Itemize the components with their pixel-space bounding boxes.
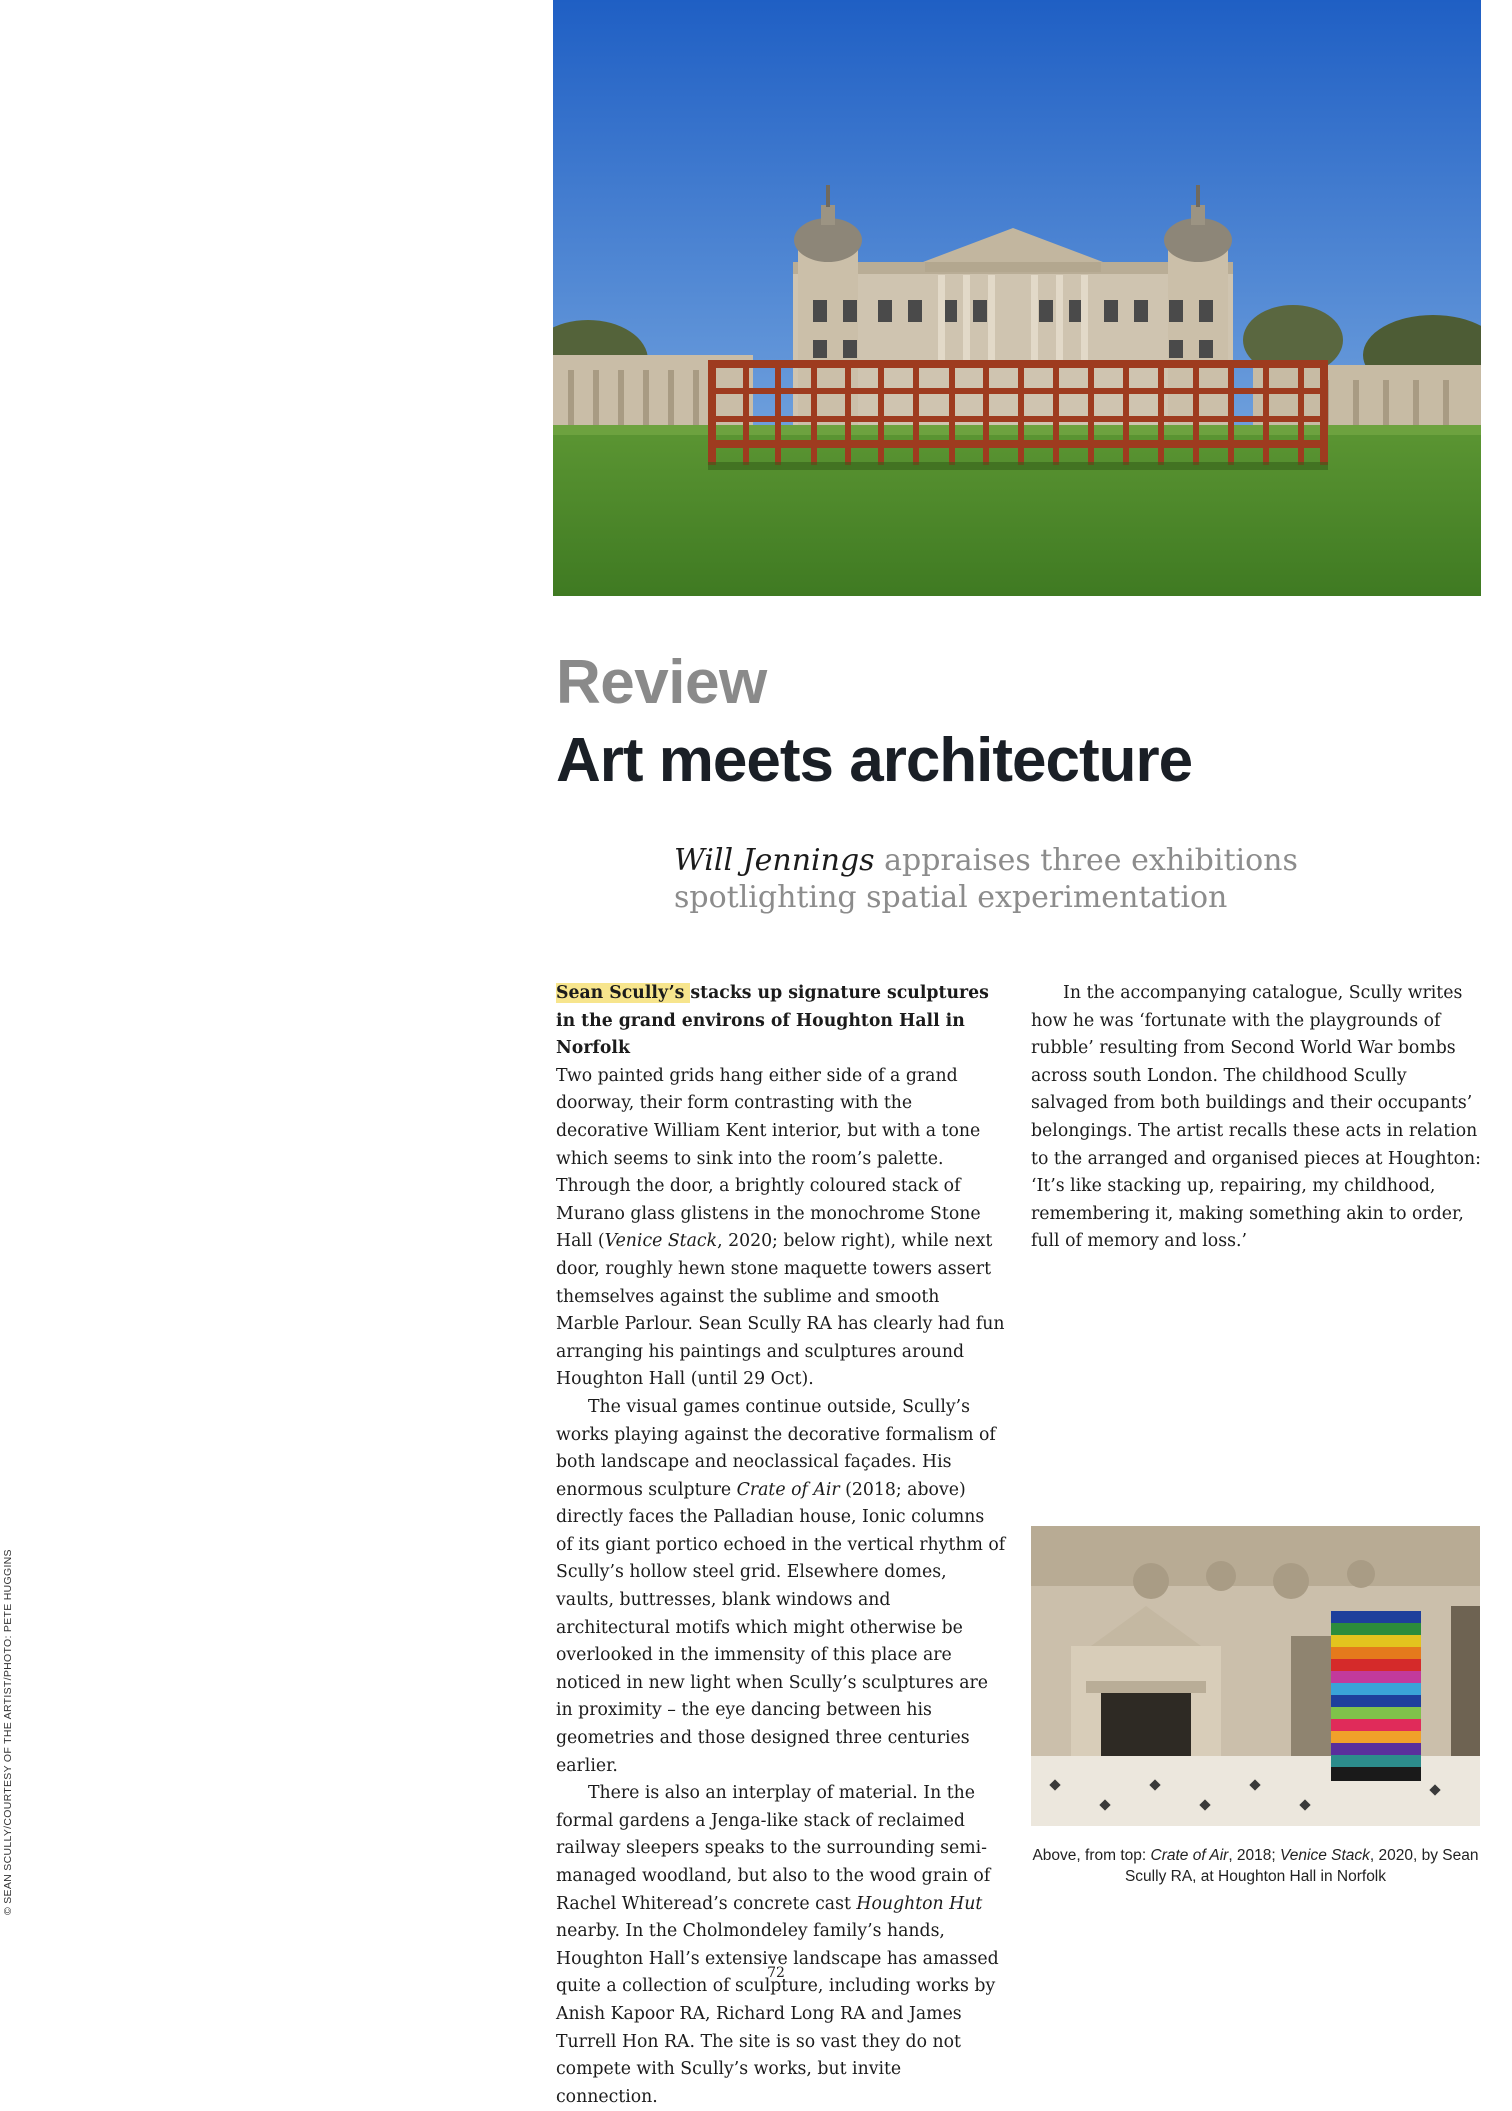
body-paragraph-1 xyxy=(556,1063,1006,1394)
author-name: Will Jennings xyxy=(674,843,875,878)
text-run: , 2020; below right), while next door, roughly hewn stone maquette towers assert themselves against the sublime and smooth Marble Parlour. Sean Scully RA has clearly had fun arranging his paintings and sculptures around Houghton Hall (until 29 Oct). xyxy=(556,1231,1005,1390)
highlighted-text: Sean Scully’s xyxy=(556,983,691,1003)
standfirst xyxy=(674,842,1314,916)
page-number: 72 xyxy=(767,1965,785,1981)
artwork-title: Venice Stack xyxy=(604,1231,718,1252)
caption-text: , 2020, by Sean Scully RA, at Houghton Hall in Norfolk xyxy=(1124,1847,1479,1885)
photo-credit: © SEAN SCULLY/COURTESY OF THE ARTIST/PHOTO: PETE HUGGINS xyxy=(2,1549,14,1915)
intro-paragraph xyxy=(556,980,1006,1063)
intro-text: stacks up signature sculptures in the grand environs of Houghton Hall in Norfolk xyxy=(556,983,989,1059)
venice-stack-illustration xyxy=(1031,1526,1480,1826)
hero-photo-crate-of-air xyxy=(553,0,1481,596)
text-run: Two painted grids hang either side of a grand doorway, their form contrasting with the decorative William Kent interior, but with a tone which seems to sink into the room’s palette. Through the door, a brightly coloured stack of Murano glass glistens in the monochrome Stone Hall ( xyxy=(556,1065,981,1252)
caption-artwork: Venice Stack xyxy=(1280,1847,1370,1864)
text-run: There is also an interplay of material. In the formal gardens a Jenga-like stack of reclaimed railway sleepers speaks to the surrounding semi-managed woodland, but also to the wood grain of Rachel Whiteread’s concrete cast xyxy=(556,1783,991,1914)
body-paragraph-2 xyxy=(556,1394,1006,1780)
body-paragraph-3 xyxy=(556,1780,1006,2111)
venice-stack-photo xyxy=(1031,1526,1480,1826)
artwork-title: Crate of Air xyxy=(736,1479,840,1500)
text-run: nearby. In the Cholmondeley family’s hands, Houghton Hall’s extensive landscape has amassed quite a collection of sculpture, including works by Anish Kapoor RA, Richard Long RA and James Turrell Hon RA. The site is so vast they do not compete with Scully’s works, but invite connection. xyxy=(556,1921,999,2107)
text-run: The visual games continue outside, Scully’s works playing against the decorative formalism of both landscape and neoclassical façades. His enormous sculpture xyxy=(556,1396,996,1500)
caption-text: , 2018; xyxy=(1228,1847,1281,1864)
article-column-right xyxy=(1031,980,1481,1256)
page-title: Art meets architecture xyxy=(556,726,1193,795)
body-paragraph-4: In the accompanying catalogue, Scully writes how he was ‘fortunate with the playgrounds of rubble’ resulting from Second World War bombs across south London. The childhood Scully salvaged from both buildings and their occupants’ belongings. The artist recalls these acts in relation to the arranged and organised pieces at Houghton: ‘It’s like stacking up, repairing, my childhood, remembering it, making something akin to order, full of memory and loss.’ xyxy=(1031,983,1481,1252)
crate-of-air-illustration xyxy=(553,0,1481,596)
article-column-left xyxy=(556,980,1006,2111)
artwork-title: Houghton Hut xyxy=(856,1893,983,1914)
section-label: Review xyxy=(556,648,767,717)
text-run: (2018; above) directly faces the Palladian house, Ionic columns of its giant portico echoed in the vertical rhythm of Scully’s hollow steel grid. Elsewhere domes, vaults, buttresses, blank windows and architectural motifs which might otherwise be overlooked in the immensity of this place are noticed in new light when Scully’s sculptures are in proximity – the eye dancing between his geometries and those designed three centuries earlier. xyxy=(556,1479,1006,1776)
caption-artwork: Crate of Air xyxy=(1150,1847,1229,1864)
standfirst-text: appraises three exhibitions spotlighting spatial experimentation xyxy=(674,843,1298,915)
photo-caption xyxy=(1031,1845,1480,1887)
caption-text: Above, from top: xyxy=(1032,1847,1151,1864)
